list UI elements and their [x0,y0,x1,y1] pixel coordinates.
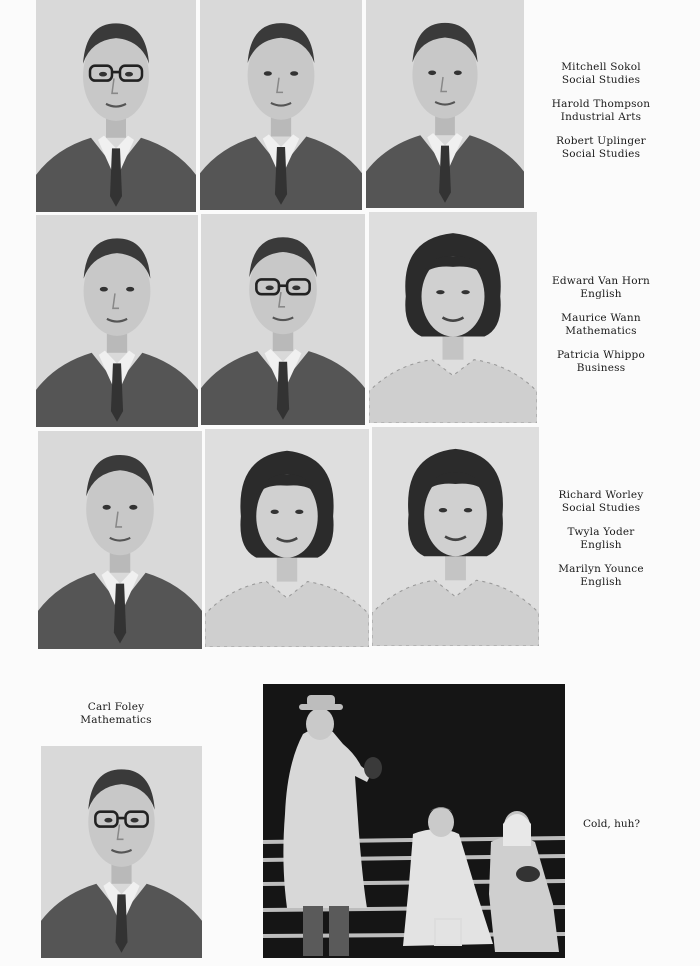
teacher-name: Edward Van Horn [552,275,650,287]
teacher-name: Richard Worley [558,489,644,501]
portrait-richard-worley [38,431,202,649]
caption-entry [540,489,662,514]
caption-entry [540,526,662,551]
teacher-subject: Industrial Arts [560,110,642,123]
teacher-name: Carl Foley [87,701,145,713]
caption-entry [540,312,662,337]
teacher-name: Maurice Wann [561,312,641,324]
candid-photo [263,684,565,958]
caption-group-2 [540,275,662,386]
caption-entry [540,275,662,300]
caption-entry [540,563,662,588]
teacher-subject: English [580,575,622,588]
teacher-name: Robert Uplinger [556,135,646,147]
caption-single [56,701,176,726]
teacher-subject: Social Studies [561,147,641,160]
caption-entry [540,135,662,160]
portrait-marilyn-younce [372,427,539,646]
teacher-subject: Business [576,361,626,374]
teacher-subject: Mathematics [80,713,152,726]
caption-group-3 [540,489,662,600]
portrait-robert-uplinger [366,0,524,208]
caption-entry [540,98,662,123]
portrait-mitchell-sokol [36,0,196,212]
portrait-edward-van-horn [36,215,198,427]
teacher-subject: English [580,538,622,551]
teacher-subject: Social Studies [561,73,641,86]
portrait-maurice-wann [201,214,365,425]
portrait-carl-foley [41,746,202,958]
candid-caption: Cold, huh? [583,818,641,830]
teacher-name: Patricia Whippo [557,349,645,361]
teacher-subject: English [580,287,622,300]
teacher-name: Marilyn Younce [558,563,644,575]
caption-group-1 [540,61,662,172]
caption-entry [540,349,662,374]
caption-entry [540,61,662,86]
teacher-name: Mitchell Sokol [561,61,641,73]
teacher-subject: Mathematics [565,324,637,337]
portrait-harold-thompson [200,0,362,210]
teacher-subject: Social Studies [561,501,641,514]
teacher-name: Harold Thompson [551,98,651,110]
teacher-name: Twyla Yoder [567,526,635,538]
portrait-twyla-yoder [205,429,369,647]
portrait-patricia-whippo [369,212,537,423]
